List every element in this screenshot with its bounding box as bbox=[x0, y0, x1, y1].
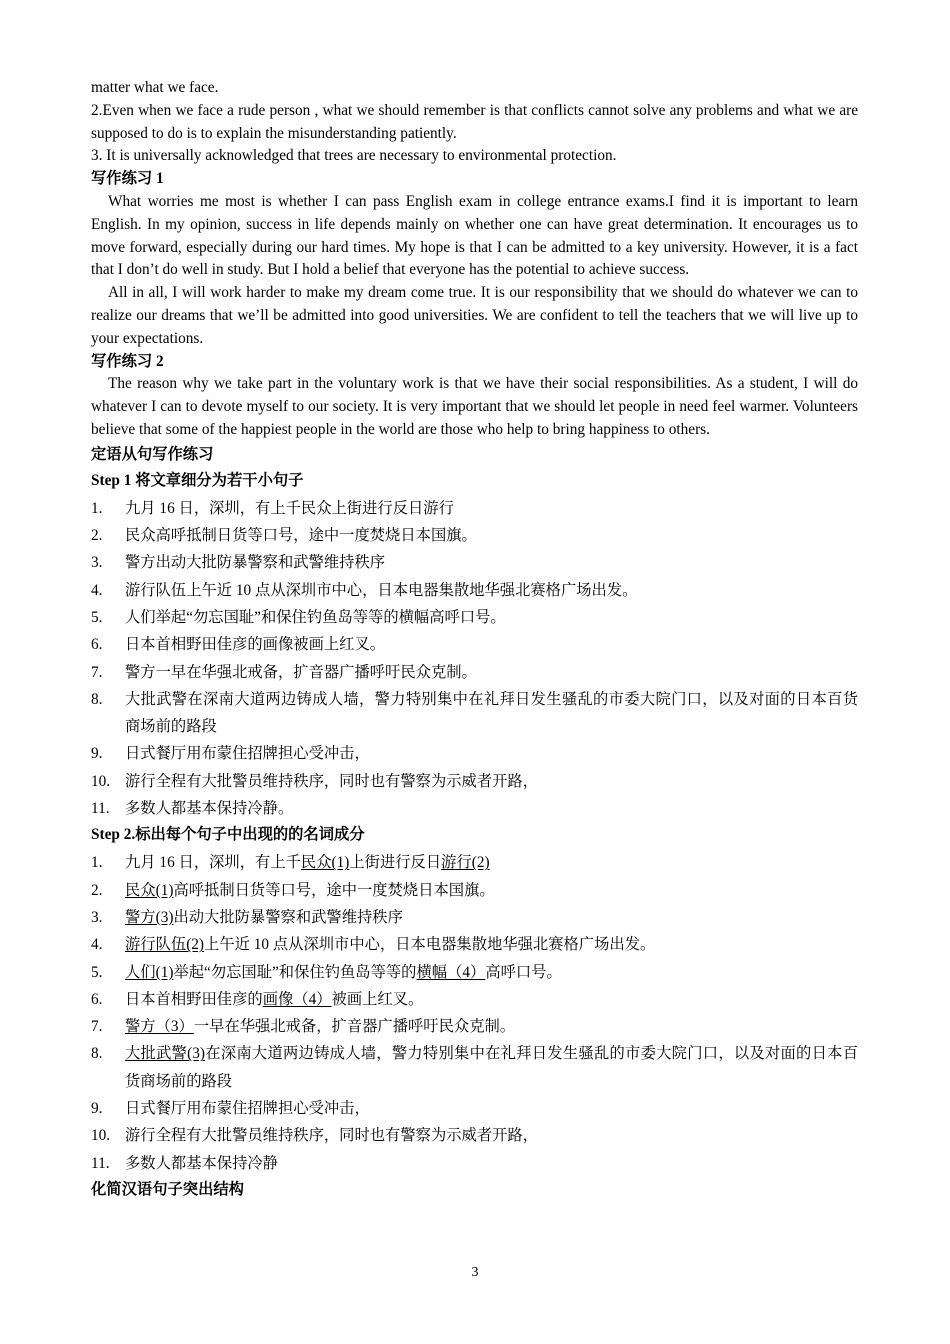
item-number: 5. bbox=[91, 608, 103, 626]
step2-item bbox=[91, 1150, 858, 1177]
item-text: 九月 16 日，深圳，有上千民众上街进行反日游行 bbox=[125, 499, 454, 517]
step2-item bbox=[91, 849, 858, 876]
item-number: 1. bbox=[91, 499, 103, 517]
item-text: 大批武警在深南大道两边铸成人墙，警力特别集中在礼拜日发生骚乱的市委大院门口，以及对面的日本百货商场前的路段 bbox=[125, 690, 858, 736]
item-number: 9. bbox=[91, 745, 103, 763]
step1-item bbox=[91, 549, 858, 576]
noun-phrase-underlined: 警方（3） bbox=[125, 1018, 194, 1036]
noun-phrase-underlined: 横幅（4） bbox=[416, 963, 486, 981]
item-text-part: 高呼抵制日货等口号，途中一度焚烧日本国旗。 bbox=[173, 881, 495, 899]
item-text: 游行队伍上午近 10 点从深圳市中心，日本电器集散地华强北赛格广场出发。 bbox=[125, 581, 638, 599]
step2-item bbox=[91, 1013, 858, 1040]
step1-item bbox=[91, 577, 858, 604]
item-text-part: 被画上红叉。 bbox=[331, 990, 424, 1008]
item-number: 10. bbox=[91, 1127, 111, 1145]
clause-section-title: 定语从句写作练习 bbox=[91, 445, 214, 463]
step1-list bbox=[91, 495, 858, 823]
step2-item bbox=[91, 1122, 858, 1149]
item-text-part: 一早在华强北戒备，扩音器广播呼吁民众克制。 bbox=[193, 1018, 516, 1036]
item-number: 4. bbox=[91, 936, 103, 954]
item-number: 7. bbox=[91, 663, 103, 681]
page-number: 3 bbox=[471, 1265, 479, 1280]
item-number: 6. bbox=[91, 636, 103, 654]
step1-item bbox=[91, 740, 858, 767]
final-heading: 化简汉语句子突出结构 bbox=[91, 1180, 244, 1198]
step1-item bbox=[91, 631, 858, 658]
step2-item bbox=[91, 1040, 858, 1095]
item-number: 3. bbox=[91, 554, 103, 572]
item-number: 2. bbox=[91, 527, 103, 545]
practice2-paragraph-1: The reason why we take part in the voluntary work is that we have their social responsibilities. As a student, I will do whatever I can to devote myself to our society. It is very important that we should let people in need feel warmer. Volunteers believe that some of the happiest people in the world are those who help to bring happiness to others. bbox=[91, 375, 858, 438]
item-number: 5. bbox=[91, 963, 103, 981]
step2-list bbox=[91, 849, 858, 1177]
item-text: 游行全程有大批警员维持秩序，同时也有警察为示威者开路， bbox=[125, 772, 539, 790]
item-text-part: 在深南大道两边铸成人墙，警力特别集中在礼拜日发生骚乱的市委大院门口，以及对面的日本百货商场前的路段 bbox=[125, 1045, 858, 1090]
item-text-part: 上午近 10 点从深圳市中心，日本电器集散地华强北赛格广场出发。 bbox=[204, 936, 656, 954]
intro-line-1: matter what we face. bbox=[91, 79, 219, 96]
item-number: 8. bbox=[91, 690, 103, 708]
step1-item bbox=[91, 795, 858, 822]
noun-phrase-underlined: 游行队伍(2) bbox=[125, 936, 205, 954]
item-text-part: 举起“勿忘国耻”和保住钓鱼岛等等的 bbox=[173, 963, 417, 981]
noun-phrase-underlined: 游行(2) bbox=[441, 854, 490, 872]
intro-line-3: 3. It is universally acknowledged that trees are necessary to environmental protection. bbox=[91, 147, 617, 165]
item-number: 7. bbox=[91, 1018, 103, 1036]
step2-item bbox=[91, 877, 858, 904]
step1-item bbox=[91, 522, 858, 549]
step2-item bbox=[91, 959, 858, 986]
document-page bbox=[91, 77, 858, 1204]
item-text-part: 游行全程有大批警员维持秩序，同时也有警察为示威者开路， bbox=[125, 1127, 539, 1145]
step1-item bbox=[91, 604, 858, 631]
step1-title: Step 1 将文章细分为若干小句子 bbox=[91, 471, 304, 489]
step1-item bbox=[91, 659, 858, 686]
item-text-part: 日式餐厅用布蒙住招牌担心受冲击， bbox=[125, 1099, 370, 1117]
item-number: 11. bbox=[91, 1154, 110, 1172]
noun-phrase-underlined: 画像（4） bbox=[262, 990, 332, 1008]
item-text-part: 日本首相野田佳彦的 bbox=[125, 990, 263, 1008]
step2-item bbox=[91, 931, 858, 958]
noun-phrase-underlined: 大批武警(3) bbox=[125, 1045, 206, 1063]
item-text: 民众高呼抵制日货等口号，途中一度焚烧日本国旗。 bbox=[125, 527, 477, 545]
item-number: 8. bbox=[91, 1045, 103, 1063]
item-text: 警方出动大批防暴警察和武警维持秩序 bbox=[125, 554, 386, 572]
noun-phrase-underlined: 民众(1) bbox=[125, 881, 174, 899]
item-text: 日本首相野田佳彦的画像被画上红叉。 bbox=[125, 636, 386, 654]
item-text: 警方一早在华强北戒备，扩音器广播呼吁民众克制。 bbox=[125, 663, 477, 681]
step2-title: Step 2.标出每个句子中出现的的名词成分 bbox=[91, 826, 365, 844]
practice2-title: 写作练习 2 bbox=[91, 352, 164, 370]
item-number: 2. bbox=[91, 881, 103, 899]
noun-phrase-underlined: 警方(3) bbox=[125, 908, 174, 926]
item-number: 10. bbox=[91, 772, 111, 790]
item-number: 1. bbox=[91, 854, 103, 872]
item-text-part: 高呼口号。 bbox=[485, 963, 562, 981]
practice1-paragraph-1: What worries me most is whether I can pass English exam in college entrance exams.I find it is important to learn English. In my opinion, success in life depends mainly on whether one can have great determination. It encourages us to move forward, especially during our hard times. My hope is that I can be admitted to a key university. However, it is a fact that I don’t do well in study. But I hold a belief that everyone has the potential to achieve success. bbox=[91, 192, 858, 279]
item-text-part: 多数人都基本保持冷静 bbox=[125, 1154, 278, 1172]
item-text: 多数人都基本保持冷静。 bbox=[125, 800, 294, 818]
item-number: 11. bbox=[91, 800, 110, 818]
noun-phrase-underlined: 民众(1) bbox=[300, 854, 350, 872]
practice1-paragraph-2: All in all, I will work harder to make my dream come true. It is our responsibility that we should do whatever we can to realize our dreams that we’ll be admitted into good universities. We are confident to tell the teachers that we will live up to your expectations. bbox=[91, 284, 858, 347]
step2-item bbox=[91, 904, 858, 931]
step1-item bbox=[91, 686, 858, 741]
step1-item bbox=[91, 495, 858, 522]
item-text-part: 九月 16 日，深圳，有上千 bbox=[125, 854, 301, 872]
intro-line-2: 2.Even when we face a rude person , what we should remember is that conflicts cannot solve any problems and what we are supposed to do is to explain the misunderstanding patiently. bbox=[91, 101, 858, 142]
item-text: 人们举起“勿忘国耻”和保住钓鱼岛等等的横幅高呼口号。 bbox=[125, 608, 506, 626]
item-number: 3. bbox=[91, 908, 103, 926]
step1-item bbox=[91, 768, 858, 795]
practice1-title: 写作练习 1 bbox=[91, 170, 164, 188]
item-number: 4. bbox=[91, 581, 103, 599]
item-text-part: 出动大批防暴警察和武警维持秩序 bbox=[173, 908, 403, 926]
item-text-part: 上街进行反日 bbox=[349, 854, 442, 872]
item-number: 9. bbox=[91, 1099, 103, 1117]
step2-item bbox=[91, 986, 858, 1013]
item-text: 日式餐厅用布蒙住招牌担心受冲击， bbox=[125, 745, 370, 763]
step2-item bbox=[91, 1095, 858, 1122]
item-number: 6. bbox=[91, 990, 103, 1008]
noun-phrase-underlined: 人们(1) bbox=[125, 963, 174, 981]
